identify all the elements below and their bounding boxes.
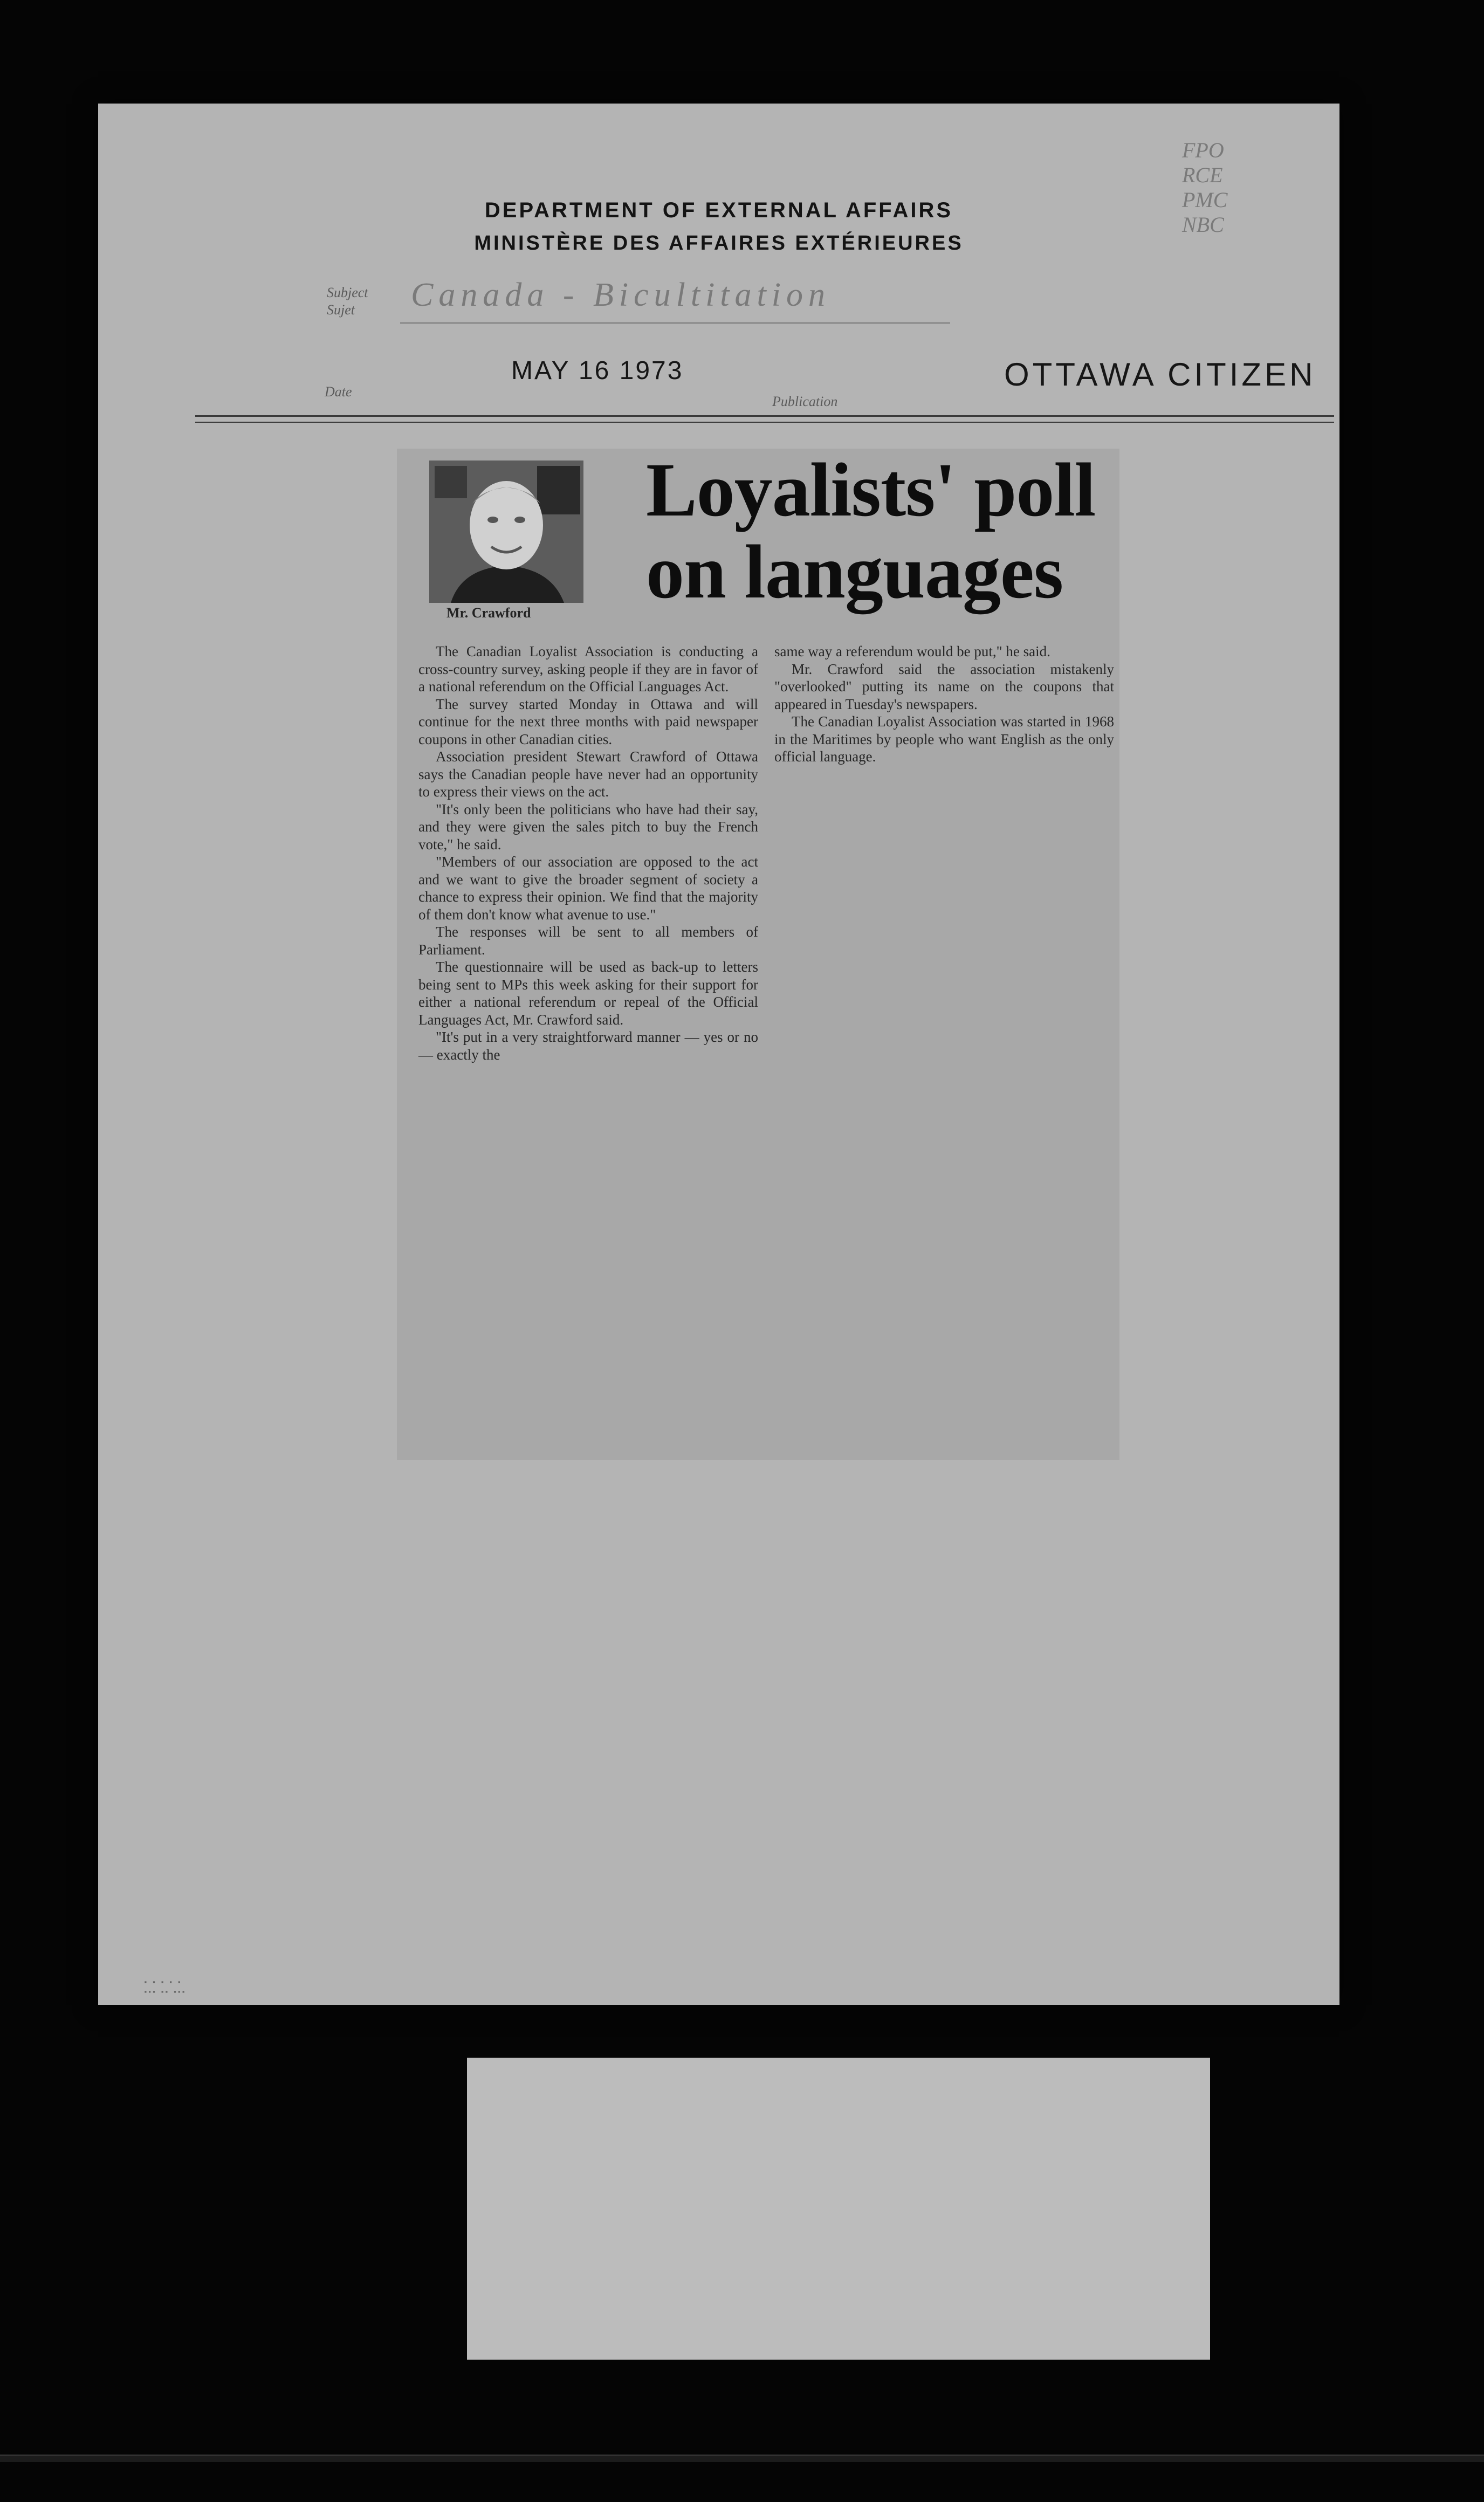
letterhead-french: MINISTÈRE DES AFFAIRES EXTÉRIEURES [474, 232, 964, 255]
corner-annotation-4: NBC [1182, 212, 1224, 237]
paragraph: "It's put in a very straightforward manner — yes or no — exactly the [418, 1029, 758, 1063]
paragraph: "It's only been the politicians who have had their say, and they were given the sales pitch to buy the French vote," he said. [418, 801, 758, 853]
headline-line-2: on languages [646, 529, 1063, 614]
blank-slip [467, 2058, 1210, 2360]
headline-line-1: Loyalists' poll [646, 447, 1096, 532]
corner-annotation-1: FPO [1182, 138, 1224, 162]
paragraph: The Canadian Loyalist Association is conducting a cross-country survey, asking people if they are in favor of a national referendum on the Official Languages Act. [418, 643, 758, 695]
paragraph: The survey started Monday in Ottawa and will continue for the next three months with paid newspaper coupons in other Canadian cities. [418, 696, 758, 747]
headline [646, 449, 1110, 613]
subject-label: Subject [327, 285, 368, 300]
paragraph: Mr. Crawford said the association mistakenly "overlooked" putting its name on the coupons that appeared in Tuesday's newspapers. [774, 661, 1114, 712]
paragraph: The questionnaire will be used as back-up to letters being sent to MPs this week asking for their support for either a national referendum or repeal of the Official Languages Act, Mr. Crawford said. [418, 959, 758, 1028]
document-sheet [98, 104, 1339, 2005]
article-column-2 [774, 643, 1114, 766]
letterhead-english: DEPARTMENT OF EXTERNAL AFFAIRS [484, 198, 953, 222]
film-edge-bar [0, 2455, 1484, 2462]
paragraph: "Members of our association are opposed to the act and we want to give the broader segment of society a chance to express their opinion. We find that the majority of them don't know what avenue to use." [418, 854, 758, 923]
corner-annotation-3: PMC [1182, 188, 1228, 212]
photo-caption: Mr. Crawford [446, 605, 531, 621]
header-rule-bottom [195, 422, 1334, 423]
sujet-label: Sujet [327, 302, 355, 318]
subject-handwritten: Canada - Bicultitation [411, 277, 830, 313]
article-column-1 [418, 643, 758, 1063]
form-number-print: ▪ ▪ ▪ ▪ ▪ ▪▪▪ ▪▪ ▪▪▪ [143, 1978, 186, 1996]
paragraph: same way a referendum would be put," he said. [774, 643, 1050, 659]
publication-stamp: OTTAWA CITIZEN [1004, 356, 1316, 393]
header-rule-top [195, 415, 1334, 417]
corner-annotation-2: RCE [1182, 163, 1223, 187]
date-label: Date [325, 384, 352, 400]
paragraph: The Canadian Loyalist Association was started in 1968 in the Maritimes by people who want English as the only official language. [774, 713, 1114, 765]
corner-annotations [1182, 138, 1227, 237]
subject-line [400, 322, 950, 324]
publication-label: Publication [772, 394, 838, 409]
date-stamp: MAY 16 1973 [511, 356, 684, 385]
newspaper-clipping [397, 449, 1119, 1460]
paragraph: Association president Stewart Crawford of Ottawa says the Canadian people have never had an opportunity to express their views on the act. [418, 748, 758, 800]
portrait-photo [429, 460, 583, 603]
paragraph: The responses will be sent to all members of Parliament. [418, 924, 758, 958]
